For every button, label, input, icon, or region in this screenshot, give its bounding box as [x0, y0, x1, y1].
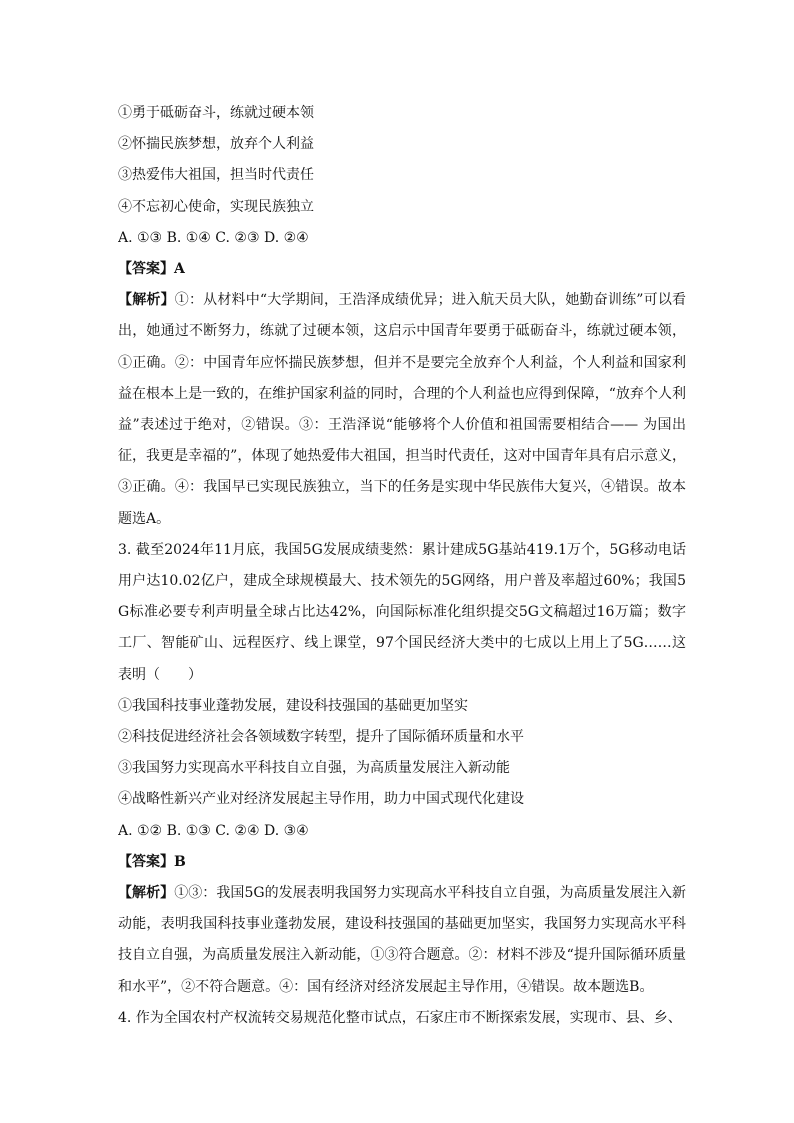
- q2-analysis: [118, 285, 686, 535]
- q3-analysis-label: 【解析】: [118, 884, 175, 901]
- q2-analysis-label: 【解析】: [118, 292, 175, 309]
- q3-analysis-text: ①③：我国5G的发展表明我国努力实现高水平科技自立自强，为高质量发展注入新动能，表明我国科技事业蓬勃发展，建设科技强国的基础更加坚实，我国努力实现高水平科技自立自强，为高质量发展注入新动能，①③符合题意。②：材料不涉及“提升国际循环质量和水平”，②不符合题意。④：国有经济对经济发展起主导作用，④错误。故本题选B。: [118, 884, 687, 995]
- q3-option-1: ①我国科技事业蓬勃发展，建设科技强国的基础更加坚实: [118, 697, 468, 714]
- q2-analysis-text: ①：从材料中“大学期间，王浩泽成绩优异；进入航天员大队，她勤奋训练”可以看出，她通过不断努力，练就了过硬本领，这启示中国青年要勇于砥砺奋斗，练就过硬本领，①正确。②：中国青年应怀揣民族梦想，但并不是要完全放弃个人利益，个人利益和国家利益在根本上是一致的，在维护国家利益的同时，合理的个人利益也应得到保障，“放弃个人利益”表述过于绝对，②错误。③：王浩泽说“能够将个人价值和祖国需要相结合—— 为国出征，我更是幸福的”，体现了她热爱伟大祖国，担当时代责任，这对中国青年具有启示意义，③正确。④：我国早已实现民族独立，当下的任务是实现中华民族伟大复兴，④错误。故本题选A。: [118, 292, 687, 527]
- q3-choices: A. ①② B. ①③ C. ②④ D. ③④: [118, 822, 309, 839]
- q3-option-2: ②科技促进经济社会各领域数字转型，提升了国际循环质量和水平: [118, 728, 524, 745]
- q3-option-4: ④战略性新兴产业对经济发展起主导作用，助力中国式现代化建设: [118, 791, 524, 808]
- q2-option-4: ④不忘初心使命，实现民族独立: [118, 198, 314, 215]
- q3-option-3: ③我国努力实现高水平科技自立自强，为高质量发展注入新动能: [118, 760, 510, 777]
- q3-stem: 3. 截至2024年11月底，我国5G发展成绩斐然：累计建成5G基站419.1万个，5G移动电话用户达10.02亿户，建成全球规模最大、技术领先的5G网络，用户普及率超过60%；我国5G标准必要专利声明量全球占比达42%，向国际标准化组织提交5G文稿超过16万篇；数字工厂、智能矿山、远程医疗、线上课堂，97个国民经济大类中的七成以上用上了5G……这表明（ ）: [118, 541, 686, 683]
- q3-answer: 【答案】B: [118, 853, 186, 870]
- q3-analysis: [118, 878, 686, 1003]
- q2-option-1: ①勇于砥砺奋斗，练就过硬本领: [118, 105, 314, 121]
- q2-option-2: ②怀揣民族梦想，放弃个人利益: [118, 136, 314, 153]
- q2-choices: A. ①③ B. ①④ C. ②③ D. ②④: [118, 229, 309, 246]
- q4-stem: 4. 作为全国农村产权流转交易规范化整市试点，石家庄市不断探索发展，实现市、县、乡、: [118, 1009, 682, 1026]
- document-page: [118, 98, 686, 1034]
- q2-option-3: ③热爱伟大祖国，担当时代责任: [118, 167, 314, 184]
- q2-answer: 【答案】A: [118, 260, 185, 277]
